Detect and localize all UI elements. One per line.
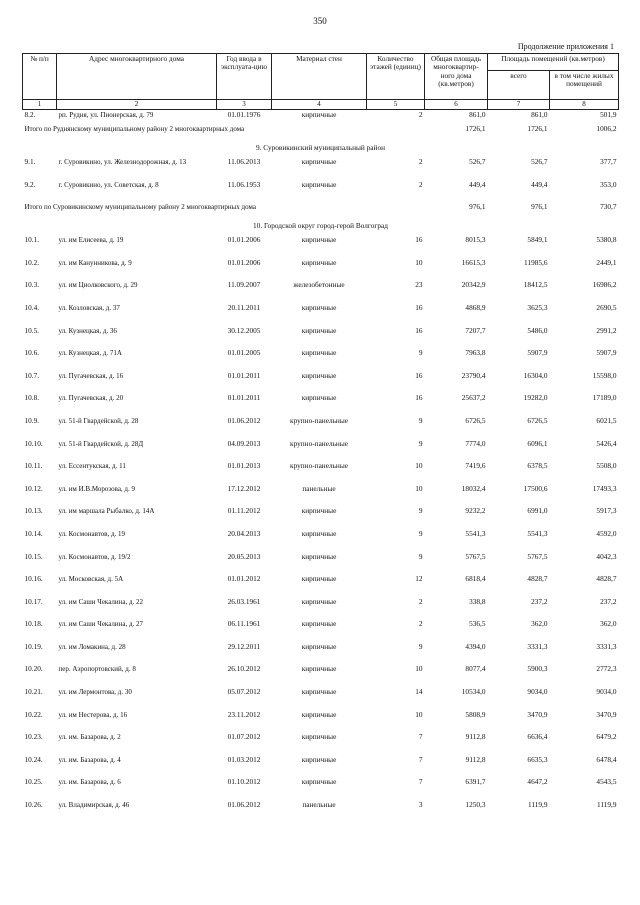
row-wall-material: кирпичные xyxy=(301,302,337,312)
header-total-area: Общая площадь многоквартир-ного дома (кв.метров) xyxy=(425,54,488,100)
row-year: 11.06.1953 xyxy=(227,179,261,189)
row-address: пер. Аэропортовский, д. 8 xyxy=(58,665,136,674)
row-address: ул. им Канунникова, д. 9 xyxy=(58,258,132,267)
row-year: 06.11.1961 xyxy=(227,619,261,629)
row-premises-living: 353,0 xyxy=(600,179,617,189)
houses-table xyxy=(22,53,619,824)
row-wall-material: кирпичные xyxy=(301,370,337,380)
row-year: 04.09.2013 xyxy=(227,438,261,448)
table-row xyxy=(23,553,619,576)
row-total-area: 6391,7 xyxy=(465,777,486,787)
row-premises-all: 237,2 xyxy=(531,596,548,606)
row-premises-all: 861,0 xyxy=(531,110,548,119)
row-floors: 7 xyxy=(418,732,423,742)
row-total-area: 1250,3 xyxy=(465,800,486,810)
section-row xyxy=(23,144,619,158)
row-floors: 2 xyxy=(418,619,423,629)
col-number: 4 xyxy=(272,100,367,110)
row-year: 11.09.2007 xyxy=(227,280,261,290)
row-wall-material: кирпичные xyxy=(301,551,337,561)
row-floors: 2 xyxy=(418,596,423,606)
section-title: 9. Суровикинский муниципальный район xyxy=(256,143,385,152)
row-total-area: 10534,0 xyxy=(461,687,486,697)
row-floors: 10 xyxy=(415,461,423,471)
row-number: 10.4. xyxy=(24,302,40,312)
row-total-area: 526,7 xyxy=(469,157,486,166)
row-floors: 10 xyxy=(415,483,423,493)
table-row xyxy=(23,110,619,126)
row-address: ул. Пугачевская, д. 16 xyxy=(58,371,124,380)
total-row xyxy=(23,203,619,222)
row-address: ул. им И.В.Морозова, д. 9 xyxy=(58,484,135,493)
total-label: Итого по Руднянскому муниципальному району 2 многоквартирных дома xyxy=(24,125,245,133)
row-floors: 10 xyxy=(415,257,423,267)
row-premises-living: 6479,2 xyxy=(596,732,617,742)
row-year: 01.01.2006 xyxy=(227,235,261,245)
total-area: 976,1 xyxy=(469,202,486,212)
row-wall-material: кирпичные xyxy=(301,179,337,189)
table-row xyxy=(23,327,619,350)
row-premises-all: 17500,6 xyxy=(523,483,548,493)
row-year: 01.10.2012 xyxy=(227,777,261,787)
row-wall-material: крупно-панельные xyxy=(290,461,348,471)
table-row xyxy=(23,711,619,734)
row-total-area: 8077,4 xyxy=(465,664,486,674)
row-number: 10.14. xyxy=(24,528,43,538)
row-year: 17.12.2012 xyxy=(227,483,261,493)
row-number: 10.10. xyxy=(24,438,43,448)
row-year: 20.05.2013 xyxy=(227,551,261,561)
row-year: 01.06.2012 xyxy=(227,800,261,810)
row-premises-living: 17189,0 xyxy=(592,393,617,403)
col-number: 6 xyxy=(425,100,488,110)
row-wall-material: кирпичные xyxy=(301,664,337,674)
row-floors: 2 xyxy=(418,110,423,119)
total-premises-all: 976,1 xyxy=(531,202,548,212)
row-wall-material: кирпичные xyxy=(301,348,337,358)
row-year: 26.03.1961 xyxy=(227,596,261,606)
row-floors: 16 xyxy=(415,325,423,335)
row-floors: 10 xyxy=(415,664,423,674)
row-premises-all: 11985,6 xyxy=(524,257,548,267)
row-total-area: 5767,5 xyxy=(465,551,486,561)
row-premises-all: 3470,9 xyxy=(527,709,548,719)
table-row xyxy=(23,801,619,824)
row-total-area: 6818,4 xyxy=(465,574,486,584)
row-number: 10.26. xyxy=(24,800,43,810)
row-floors: 9 xyxy=(418,506,423,516)
row-total-area: 9112,8 xyxy=(465,732,486,742)
col-number: 2 xyxy=(57,100,217,110)
row-year: 01.03.2012 xyxy=(227,754,261,764)
table-row xyxy=(23,643,619,666)
row-total-area: 16615,3 xyxy=(461,257,486,267)
row-wall-material: кирпичные xyxy=(301,732,337,742)
row-year: 05.07.2012 xyxy=(227,687,261,697)
row-premises-living: 9034,0 xyxy=(596,687,617,697)
row-wall-material: кирпичные xyxy=(301,777,337,787)
row-number: 10.18. xyxy=(24,619,43,629)
row-address: ул. им. Базарова, д. 4 xyxy=(58,755,121,764)
row-address: ул. им Ломакина, д. 28 xyxy=(58,642,126,651)
row-premises-living: 3470,9 xyxy=(596,709,617,719)
row-premises-living: 4543,5 xyxy=(596,777,617,787)
header-all: всего xyxy=(488,71,550,100)
row-total-area: 7774,0 xyxy=(465,438,486,448)
row-number: 10.5. xyxy=(24,325,40,335)
table-row xyxy=(23,530,619,553)
row-total-area: 7207,7 xyxy=(465,325,486,335)
row-wall-material: железобетонные xyxy=(293,280,345,290)
row-number: 10.12. xyxy=(24,483,43,493)
row-total-area: 536,5 xyxy=(469,619,486,629)
row-number: 10.23. xyxy=(24,732,43,742)
row-premises-all: 19282,0 xyxy=(523,393,548,403)
row-total-area: 7419,6 xyxy=(465,461,486,471)
row-premises-all: 5900,3 xyxy=(527,664,548,674)
row-premises-all: 3625,3 xyxy=(527,302,548,312)
row-address: ул. Ессентукская, д. 11 xyxy=(58,462,126,471)
row-number: 9.2. xyxy=(24,179,36,189)
table-row xyxy=(23,158,619,181)
page-number: 350 xyxy=(313,16,327,26)
row-wall-material: кирпичные xyxy=(301,641,337,651)
row-premises-all: 1119,9 xyxy=(527,800,548,810)
row-premises-living: 3331,3 xyxy=(596,641,617,651)
row-premises-all: 3331,3 xyxy=(527,641,548,651)
row-floors: 3 xyxy=(418,800,423,810)
row-premises-living: 16986,2 xyxy=(592,280,617,290)
row-number: 8.2. xyxy=(24,110,36,119)
row-premises-living: 5508,0 xyxy=(596,461,617,471)
row-premises-all: 449,4 xyxy=(531,179,548,189)
row-premises-all: 5907,9 xyxy=(527,348,548,358)
row-address: ул. им Нестерова, д. 16 xyxy=(58,710,128,719)
row-floors: 10 xyxy=(415,709,423,719)
row-premises-all: 6636,4 xyxy=(527,732,548,742)
row-floors: 9 xyxy=(418,438,423,448)
row-address: ул. Космонавтов, д. 19 xyxy=(58,529,126,538)
row-address: ул. им маршала Рыбалко, д. 14А xyxy=(58,507,155,516)
row-address: ул. Козловская, д. 37 xyxy=(58,303,120,312)
row-wall-material: кирпичные xyxy=(301,235,337,245)
table-row xyxy=(23,281,619,304)
row-total-area: 861,0 xyxy=(469,110,486,119)
row-number: 10.21. xyxy=(24,687,43,697)
row-number: 10.13. xyxy=(24,506,43,516)
col-number: 1 xyxy=(23,100,57,110)
row-year: 01.01.2011 xyxy=(227,370,261,380)
row-wall-material: кирпичные xyxy=(301,687,337,697)
section-title: 10. Городской округ город-герой Волгоград xyxy=(253,221,388,231)
row-total-area: 6726,5 xyxy=(465,415,486,425)
row-premises-all: 6991,0 xyxy=(527,506,548,516)
row-address: г. Суровикино, ул. Советская, д. 8 xyxy=(58,180,159,189)
total-label: Итого по Суровикинскому муниципальному району 2 многоквартирных дома xyxy=(24,203,256,212)
row-premises-living: 5426,4 xyxy=(596,438,617,448)
row-number: 10.19. xyxy=(24,641,43,651)
row-address: ул. Московская, д. 5А xyxy=(58,575,124,584)
table-row xyxy=(23,778,619,801)
row-wall-material: кирпичные xyxy=(301,257,337,267)
row-floors: 7 xyxy=(418,754,423,764)
row-year: 20.11.2011 xyxy=(227,302,261,312)
header-address: Адрес многоквартирного дома xyxy=(57,54,217,100)
row-year: 23.11.2012 xyxy=(227,709,261,719)
row-wall-material: крупно-панельные xyxy=(290,415,348,425)
row-floors: 16 xyxy=(415,302,423,312)
row-year: 26.10.2012 xyxy=(227,664,261,674)
col-number: 8 xyxy=(550,100,619,110)
row-premises-living: 5380,8 xyxy=(596,235,617,245)
row-total-area: 9232,2 xyxy=(465,506,486,516)
row-premises-all: 18412,5 xyxy=(523,280,548,290)
row-number: 10.15. xyxy=(24,551,43,561)
row-premises-all: 5849,1 xyxy=(527,235,548,245)
table-body xyxy=(23,110,619,824)
total-premises-all: 1726,1 xyxy=(527,124,548,133)
row-floors: 12 xyxy=(415,574,423,584)
header-premises: Площадь помещений (кв.метров) xyxy=(488,54,619,71)
table-row xyxy=(23,620,619,643)
row-wall-material: панельные xyxy=(302,483,336,493)
row-wall-material: кирпичные xyxy=(301,325,337,335)
row-floors: 9 xyxy=(418,641,423,651)
row-premises-living: 4042,3 xyxy=(596,551,617,561)
row-total-area: 23790,4 xyxy=(461,370,486,380)
row-number: 10.11. xyxy=(24,461,43,471)
table-row xyxy=(23,440,619,463)
row-year: 29.12.2011 xyxy=(227,641,261,651)
total-area: 1726,1 xyxy=(465,124,486,133)
col-number: 3 xyxy=(217,100,272,110)
row-total-area: 5541,3 xyxy=(465,528,486,538)
row-number: 10.16. xyxy=(24,574,43,584)
row-premises-all: 362,0 xyxy=(531,619,548,629)
row-wall-material: кирпичные xyxy=(301,619,337,629)
total-row xyxy=(23,125,619,144)
table-row xyxy=(23,462,619,485)
row-number: 10.1. xyxy=(24,235,40,245)
row-number: 10.25. xyxy=(24,777,43,787)
row-total-area: 9112,8 xyxy=(465,754,486,764)
row-year: 01.06.2012 xyxy=(227,415,261,425)
row-total-area: 8015,3 xyxy=(465,235,486,245)
row-premises-all: 6635,3 xyxy=(527,754,548,764)
row-address: ул. Владимирская, д. 46 xyxy=(58,801,130,810)
row-number: 10.24. xyxy=(24,754,43,764)
row-year: 01.01.2005 xyxy=(227,348,261,358)
row-wall-material: кирпичные xyxy=(301,528,337,538)
header-num: № п/п xyxy=(23,54,57,100)
row-total-area: 18032,4 xyxy=(461,483,486,493)
table-row xyxy=(23,598,619,621)
row-floors: 9 xyxy=(418,528,423,538)
row-premises-living: 237,2 xyxy=(600,596,617,606)
row-total-area: 4868,9 xyxy=(465,302,486,312)
table-row xyxy=(23,485,619,508)
row-premises-living: 362,0 xyxy=(600,619,617,629)
row-premises-living: 2772,3 xyxy=(596,664,617,674)
row-premises-all: 5541,3 xyxy=(527,528,548,538)
row-address: ул. 51-й Гвардейской, д. 28 xyxy=(58,416,139,425)
row-total-area: 338,8 xyxy=(469,596,486,606)
row-total-area: 5808,9 xyxy=(465,709,486,719)
table-row xyxy=(23,733,619,756)
section-row xyxy=(23,222,619,236)
row-premises-living: 377,7 xyxy=(600,157,617,166)
row-number: 10.3. xyxy=(24,280,40,290)
header-floors: Количество этажей (единиц) xyxy=(367,54,425,100)
row-premises-all: 16304,0 xyxy=(523,370,548,380)
row-premises-living: 15598,0 xyxy=(592,370,617,380)
row-address: ул. им. Базарова, д. 6 xyxy=(58,778,121,787)
table-row xyxy=(23,181,619,204)
row-wall-material: кирпичные xyxy=(301,393,337,403)
table-row xyxy=(23,349,619,372)
row-premises-living: 6478,4 xyxy=(596,754,617,764)
row-number: 10.8. xyxy=(24,393,40,403)
row-number: 10.22. xyxy=(24,709,43,719)
row-floors: 16 xyxy=(415,370,423,380)
row-total-area: 20342,9 xyxy=(461,280,486,290)
table-row xyxy=(23,507,619,530)
row-year: 11.06.2013 xyxy=(227,157,261,166)
row-premises-living: 2991,2 xyxy=(596,325,617,335)
row-year: 01.01.2012 xyxy=(227,574,261,584)
row-floors: 16 xyxy=(415,393,423,403)
row-premises-all: 526,7 xyxy=(531,157,548,166)
row-number: 9.1. xyxy=(24,157,36,166)
row-year: 30.12.2005 xyxy=(227,325,261,335)
row-number: 10.20. xyxy=(24,664,43,674)
row-floors: 9 xyxy=(418,415,423,425)
row-wall-material: панельные xyxy=(302,800,336,810)
row-premises-all: 6726,5 xyxy=(527,415,548,425)
row-number: 10.6. xyxy=(24,348,40,358)
row-total-area: 449,4 xyxy=(469,179,486,189)
row-year: 01.07.2012 xyxy=(227,732,261,742)
row-year: 20.04.2013 xyxy=(227,528,261,538)
row-premises-all: 6378,5 xyxy=(527,461,548,471)
row-wall-material: кирпичные xyxy=(301,754,337,764)
row-wall-material: крупно-панельные xyxy=(290,438,348,448)
table-row xyxy=(23,417,619,440)
row-premises-all: 6096,1 xyxy=(527,438,548,448)
row-wall-material: кирпичные xyxy=(301,574,337,584)
row-premises-living: 5907,9 xyxy=(596,348,617,358)
row-year: 01.11.2012 xyxy=(227,506,261,516)
row-address: ул. Космонавтов, д. 19/2 xyxy=(58,552,131,561)
table-row xyxy=(23,756,619,779)
row-wall-material: кирпичные xyxy=(301,596,337,606)
row-premises-all: 5486,0 xyxy=(527,325,548,335)
row-wall-material: кирпичные xyxy=(301,110,337,119)
row-premises-living: 6021,5 xyxy=(596,415,617,425)
row-floors: 2 xyxy=(418,157,423,166)
table-row xyxy=(23,575,619,598)
row-number: 10.2. xyxy=(24,257,40,267)
row-year: 01.01.2006 xyxy=(227,257,261,267)
row-premises-living: 5917,3 xyxy=(596,506,617,516)
row-premises-all: 4647,2 xyxy=(527,777,548,787)
table-row xyxy=(23,372,619,395)
header-walls: Материал стен xyxy=(272,54,367,100)
row-floors: 9 xyxy=(418,348,423,358)
row-address: г. Суровикино, ул. Железнодорожная, д. 13 xyxy=(58,158,187,166)
row-premises-living: 4592,0 xyxy=(596,528,617,538)
row-premises-living: 4828,7 xyxy=(596,574,617,584)
row-total-area: 4394,0 xyxy=(465,641,486,651)
col-number: 7 xyxy=(488,100,550,110)
total-premises-living: 1006,2 xyxy=(596,124,617,133)
row-floors: 7 xyxy=(418,777,423,787)
row-number: 10.9. xyxy=(24,415,40,425)
row-premises-living: 2449,1 xyxy=(596,257,617,267)
row-floors: 14 xyxy=(415,687,423,697)
table-row xyxy=(23,236,619,259)
row-year: 01.01.2013 xyxy=(227,461,261,471)
row-address: ул. им Саши Чекалина, д. 22 xyxy=(58,597,144,606)
row-address: ул. Кузнецкая, д. 71А xyxy=(58,349,122,358)
header-living: в том числе жилых помещений xyxy=(550,71,619,100)
row-year: 01.01.1976 xyxy=(227,110,261,119)
row-premises-living: 2690,5 xyxy=(596,302,617,312)
row-floors: 23 xyxy=(415,280,423,290)
row-year: 01.01.2011 xyxy=(227,393,261,403)
row-address: ул. им Саши Чекалина, д. 27 xyxy=(58,620,144,629)
row-floors: 16 xyxy=(415,235,423,245)
row-premises-all: 5767,5 xyxy=(527,551,548,561)
total-premises-living: 730,7 xyxy=(600,202,617,212)
table-row xyxy=(23,688,619,711)
row-address: ул. им Циолковского, д. 29 xyxy=(58,281,138,290)
row-wall-material: кирпичные xyxy=(301,157,337,166)
row-address: ул. им Лермонтова, д. 30 xyxy=(58,688,132,697)
table-row xyxy=(23,259,619,282)
col-number: 5 xyxy=(367,100,425,110)
table-row xyxy=(23,665,619,688)
row-premises-living: 17493,3 xyxy=(592,483,617,493)
row-premises-living: 501,9 xyxy=(600,110,617,119)
row-wall-material: кирпичные xyxy=(301,709,337,719)
row-premises-all: 9034,0 xyxy=(527,687,548,697)
row-number: 10.7. xyxy=(24,370,40,380)
row-wall-material: кирпичные xyxy=(301,506,337,516)
row-address: ул. им. Базарова, д. 2 xyxy=(58,733,121,742)
row-address: рп. Рудня, ул. Пионерская, д. 79 xyxy=(58,111,154,119)
row-address: ул. Кузнецкая, д. 36 xyxy=(58,326,117,335)
row-floors: 2 xyxy=(418,179,423,189)
row-number: 10.17. xyxy=(24,596,43,606)
table-row xyxy=(23,304,619,327)
row-address: ул. им Елисеева, д. 19 xyxy=(58,236,124,245)
row-premises-all: 4828,7 xyxy=(527,574,548,584)
row-address: ул. 51-й Гвардейской, д. 28Д xyxy=(58,439,144,448)
row-total-area: 7963,8 xyxy=(465,348,486,358)
row-address: ул. Пугачевская, д. 20 xyxy=(58,394,124,403)
row-floors: 9 xyxy=(418,551,423,561)
header-year: Год ввода в эксплуата-цию xyxy=(217,54,272,100)
continuation-note: Продолжение приложения 1 xyxy=(517,42,614,51)
row-premises-living: 1119,9 xyxy=(596,800,617,810)
table-row xyxy=(23,394,619,417)
row-total-area: 25637,2 xyxy=(461,393,486,403)
